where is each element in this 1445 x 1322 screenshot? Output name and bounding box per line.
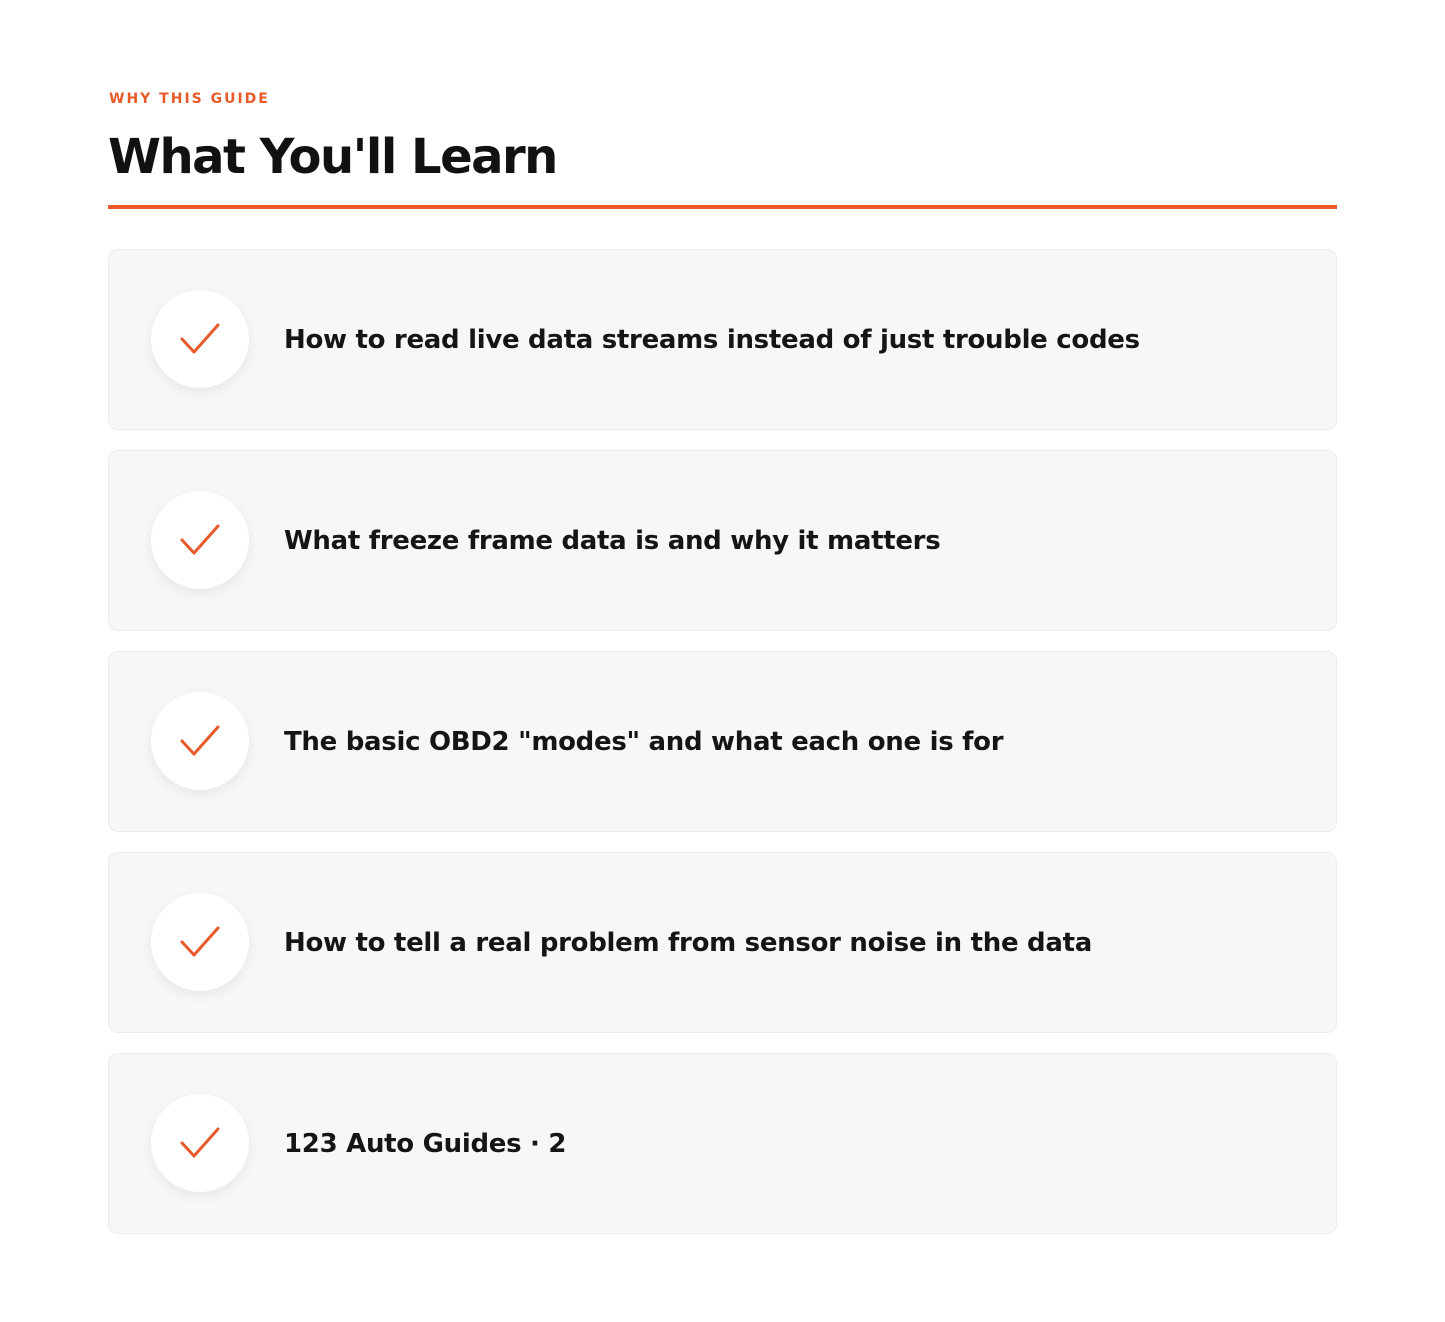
learning-point-text: How to read live data streams instead of just trouble codes: [284, 324, 1140, 355]
learning-point-text: How to tell a real problem from sensor noise in the data: [284, 927, 1092, 958]
check-badge: [151, 491, 249, 589]
section-eyebrow: WHY THIS GUIDE: [109, 91, 270, 107]
learning-point-text: 123 Auto Guides · 2: [284, 1128, 567, 1159]
check-icon: [180, 925, 220, 959]
check-badge: [151, 290, 249, 388]
check-icon: [180, 322, 220, 356]
title-divider: [108, 205, 1337, 209]
check-icon: [180, 1126, 220, 1160]
learning-point-card: [108, 651, 1337, 832]
learning-point-card: [108, 249, 1337, 430]
learning-point-text: The basic OBD2 "modes" and what each one is for: [284, 726, 1004, 757]
check-icon: [180, 724, 220, 758]
learning-point-card: [108, 852, 1337, 1033]
check-badge: [151, 692, 249, 790]
check-badge: [151, 893, 249, 991]
check-icon: [180, 523, 220, 557]
learning-points-list: [108, 249, 1337, 1254]
section-title: What You'll Learn: [108, 129, 557, 185]
learning-point-text: What freeze frame data is and why it matters: [284, 525, 941, 556]
learning-point-card: [108, 1053, 1337, 1234]
learning-point-card: [108, 450, 1337, 631]
check-badge: [151, 1094, 249, 1192]
